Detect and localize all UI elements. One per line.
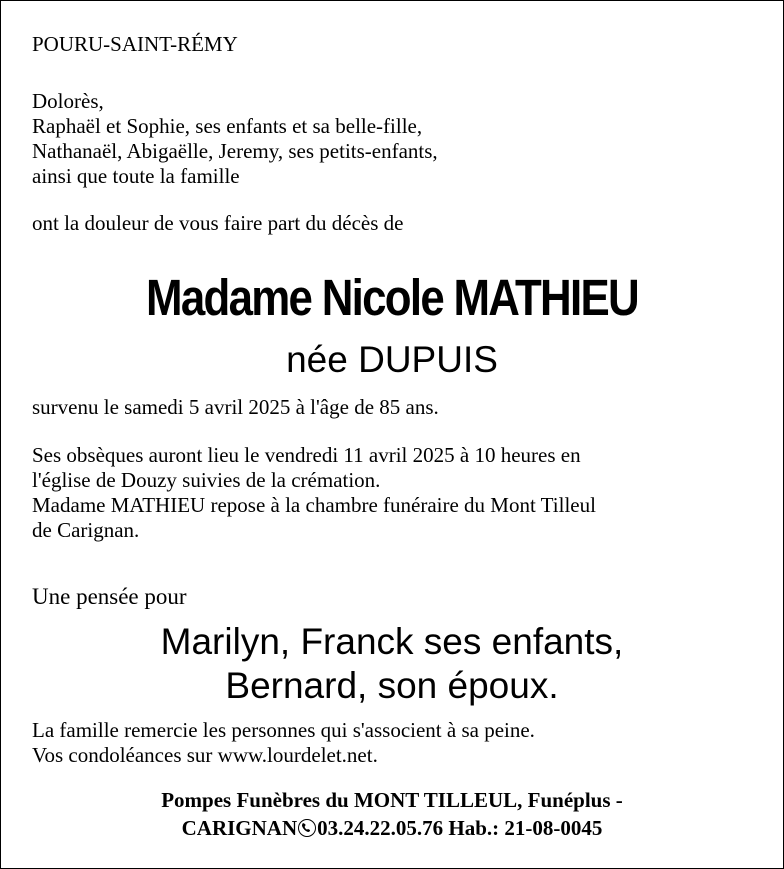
announcement-text: ont la douleur de vous faire part du décès de — [32, 211, 404, 235]
thought-intro — [32, 584, 752, 609]
thanks — [32, 718, 752, 768]
funeral-home-contact — [1, 814, 783, 842]
family-line: ainsi que toute la famille — [32, 164, 240, 188]
deceased-name: Madame Nicole MATHIEU — [146, 269, 638, 326]
thought-line: Bernard, son époux. — [225, 665, 559, 706]
funeral-line: Ses obsèques auront lieu le vendredi 11 avril 2025 à 10 heures en — [32, 443, 581, 467]
family-line: Raphaël et Sophie, ses enfants et sa belle-fille, — [32, 114, 423, 138]
death-info-text: survenu le samedi 5 avril 2025 à l'âge de 85 ans. — [32, 395, 439, 419]
maiden-name: née DUPUIS — [286, 339, 498, 380]
thanks-line: Vos condoléances sur www.lourdelet.net. — [32, 743, 378, 767]
funeral-details — [32, 443, 752, 543]
phone-icon — [298, 819, 316, 837]
funeral-home-phone: 03.24.22.05.76 — [317, 816, 444, 840]
funeral-home-name: Pompes Funèbres du MONT TILLEUL, Funéplus - — [161, 788, 623, 812]
announcement — [32, 211, 752, 236]
funeral-home-footer — [1, 786, 783, 842]
thought-names — [1, 620, 783, 708]
funeral-home-hab: Hab.: 21-08-0045 — [448, 816, 603, 840]
funeral-line: Madame MATHIEU repose à la chambre funéraire du Mont Tilleul — [32, 493, 596, 517]
funeral-line: de Carignan. — [32, 518, 140, 542]
funeral-home-city: CARIGNAN — [181, 816, 298, 840]
death-info — [32, 395, 752, 420]
thanks-line: La famille remercie les personnes qui s'associent à sa peine. — [32, 718, 535, 742]
location-header — [32, 32, 752, 57]
thought-intro-text: Une pensée pour — [32, 584, 187, 609]
location-text: POURU-SAINT-RÉMY — [32, 32, 238, 56]
funeral-line: l'église de Douzy suivies de la crémation. — [32, 468, 381, 492]
thought-line: Marilyn, Franck ses enfants, — [160, 621, 624, 662]
family-line: Nathanaël, Abigaëlle, Jeremy, ses petits-enfants, — [32, 139, 438, 163]
family-list — [32, 89, 752, 189]
family-line: Dolorès, — [32, 89, 104, 113]
